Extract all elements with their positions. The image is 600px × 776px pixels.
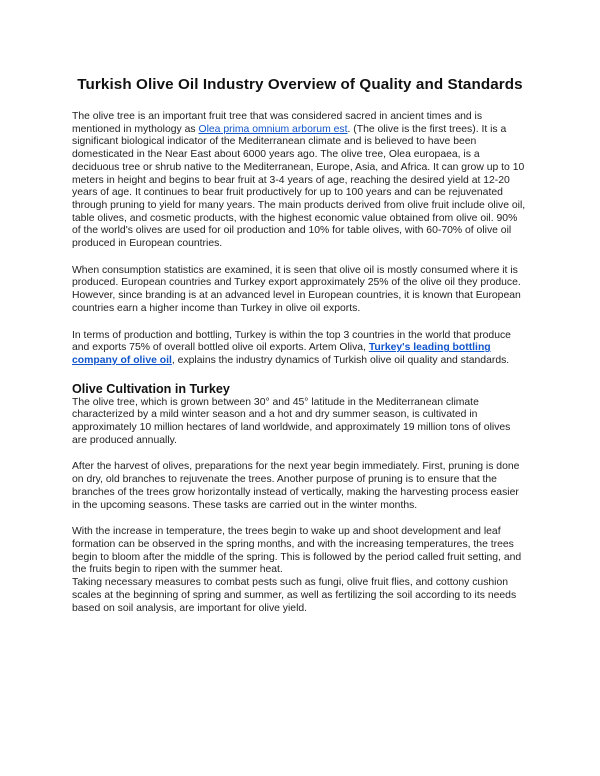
harvest-paragraph: After the harvest of olives, preparations for the next year begin immediately. First, pruning is done on dry, old branches to rejuvenate the trees. Another purpose of pruning is to ensure that the branches of the trees grow horizontally instead of vertically, making the harvesting process easier in the upcoming seasons. These tasks are carried out in the winter months. <box>72 461 520 511</box>
bottling-text-end: , explains the industry dynamics of Turkish olive oil quality and standards. <box>171 354 510 366</box>
consumption-paragraph: When consumption statistics are examined, it is seen that olive oil is mostly consumed where it is produced. European countries and Turkey export approximately 25% of the olive oil they produce. However, since branding is at an advanced level in European countries, it is known that European countries earn a higher income than Turkey in olive oil exports. <box>72 264 521 314</box>
bottling-text-start: In terms of production and bottling, Turkey is within the top 3 countries in the world that produce and exports 75% of overall bottled olive oil exports. Artem Oliva, <box>72 329 511 354</box>
latin-phrase-link[interactable]: Olea prima omnium arborum est <box>198 123 348 135</box>
intro-paragraph <box>72 111 528 251</box>
cultivation-paragraph: The olive tree, which is grown between 30° and 45° latitude in the Mediterranean climate characterized by a mild winter season and a hot and dry summer season, is cultivated in approximately 10 million hectares of land worldwide, and approximately 19 million tons of olives are produced annually. <box>72 396 511 446</box>
document-title: Turkish Olive Oil Industry Overview of Quality and Standards <box>77 76 523 93</box>
bottling-paragraph <box>72 330 528 368</box>
spring-paragraph: With the increase in temperature, the trees begin to wake up and shoot development and leaf formation can be observed in the spring months, and with the increasing temperatures, the trees begin to bloom after the middle of the spring. This is followed by the period called fruit setting, and the fruits begin to ripen with the summer heat. <box>72 526 522 576</box>
intro-text-end: . (The olive is the first trees). It is a significant biological indicator of the Mediterranean climate and is believed to have been domesticated in the Near East about 6000 years ago. The olive tree, Olea europaea, is a deciduous tree or shrub native to the Mediterranean, Europe, Asia, and Africa. It can grow up to 10 meters in height and begins to bear fruit at 3-4 years of age, reaching the desired yield at 12-20 years of age. It continues to bear fruit productively for up to 100 years and can be rejuvenated through pruning to yield for many years. The main products derived from olive fruit include olive oil, table olives, and cosmetic products, with the highest economic value obtained from olive oil. 90% of the world's olives are used for oil production and 10% for table olives, with 60-70% of olive oil produced in European countries. <box>72 123 526 250</box>
section-heading-cultivation: Olive Cultivation in Turkey <box>72 381 230 396</box>
bottling-company-link[interactable]: Turkey's leading bottling company of olive oil <box>72 342 491 366</box>
pest-control-paragraph: Taking necessary measures to combat pests such as fungi, olive fruit flies, and cottony cushion scales at the beginning of spring and summer, as well as fertilizing the soil according to its needs based on soil analysis, are important for olive yield. <box>72 577 517 614</box>
intro-text-start: The olive tree is an important fruit tree that was considered sacred in ancient times and is mentioned in mythology as <box>72 111 483 135</box>
